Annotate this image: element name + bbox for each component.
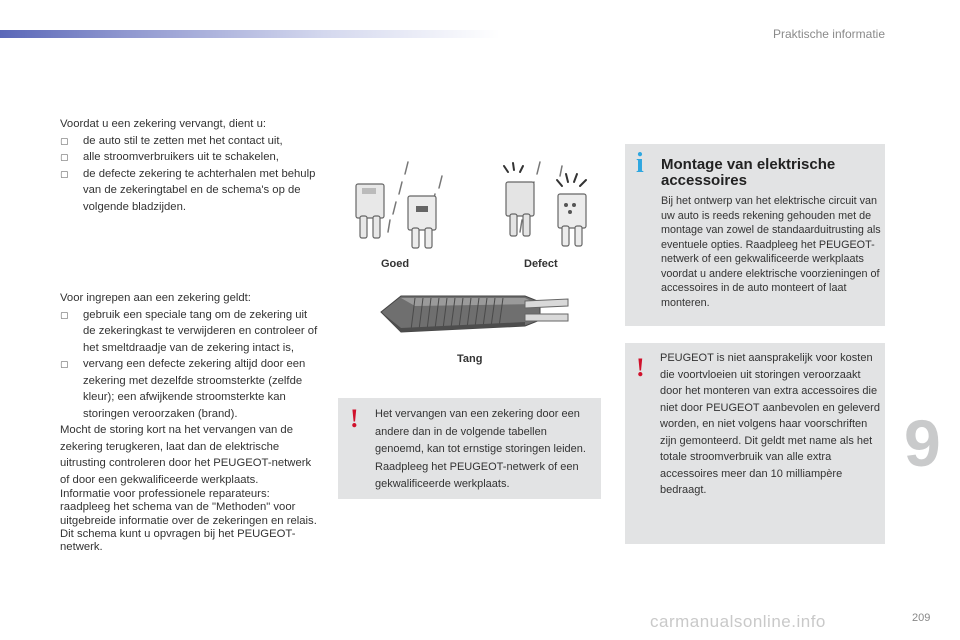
section-title: Praktische informatie — [772, 27, 885, 41]
fuse-handling-instructions — [60, 290, 318, 554]
list-item: ▢ vervang een defecte zekering altijd door een zekering met dezelfde stroomsterkte (zelfde kleur); een afwijkende stroomsterkte kan storingen veroorzaken (brand). — [60, 356, 318, 422]
warning-text: Het vervangen van een zekering door een andere dan in de volgende tabellen genoemd, kan tot ernstige storingen leiden. Raadpleeg het PEUGEOT-netwerk of een gekwalificeerde werkplaats. — [375, 408, 586, 490]
paragraph: Mocht de storing kort na het vervangen van de zekering terugkeren, laat dan de elektrische uitrusting controleren door het PEUGEOT-netwerk of door een gekwalificeerde werkplaats. — [60, 424, 312, 486]
defect-fuse-label: Defect — [524, 258, 558, 270]
fuse-warning-box — [338, 398, 601, 499]
info-icon: i — [636, 148, 644, 179]
info-box-title: Montage van elektrische accessoires — [661, 156, 836, 189]
fuse-replacement-preconditions — [60, 116, 318, 215]
list-item: ▢ de auto stil te zetten met het contact uit, — [60, 133, 318, 150]
fuse-puller-illustration — [375, 284, 575, 346]
fuse-defect-illustration — [500, 160, 600, 252]
fuse-good-illustration — [350, 160, 450, 252]
intro-text: Voor ingrepen aan een zekering geldt: — [60, 292, 251, 304]
warning-text: PEUGEOT is niet aansprakelijk voor kosten die voortvloeien uit storingen veroorzaakt door het monteren van extra accessoires die niet door PEUGEOT aanbevolen en geleverd worden, en niet volgens haar voorschriften zijn gemonteerd. Dit geldt met name als het totale stroomverbruik van alle extra accessoires meer dan 10 milliampère bedraagt. — [660, 352, 880, 496]
exclamation-icon: ! — [636, 353, 645, 382]
page-number: 209 — [912, 612, 931, 624]
tang-label: Tang — [457, 353, 483, 365]
list-item: ▢ gebruik een speciale tang om de zekering uit de zekeringkast te verwijderen en controleer of het smeltdraadje van de zekering intact is, — [60, 307, 318, 357]
accessories-info-box — [625, 144, 885, 326]
header-gradient-bar — [0, 30, 500, 38]
good-fuse-label: Goed — [381, 258, 410, 270]
list-item: ▢ de defecte zekering te achterhalen met behulp van de zekeringtabel en de schema's op de volgende bladzijden. — [60, 166, 318, 216]
list-item: ▢ alle stroomverbruikers uit te schakelen, — [60, 149, 318, 166]
liability-warning-box — [625, 343, 885, 544]
chapter-number: 9 — [904, 406, 941, 480]
paragraph: Informatie voor professionele reparateurs: raadpleeg het schema van de "Methoden" voor uitgebreide informatie over de zekeringen en relais. Dit schema kunt u opvragen bij het PEUGEOT-netwerk. — [60, 488, 317, 554]
watermark: carmanualsonline.info — [650, 612, 826, 631]
intro-text: Voordat u een zekering vervangt, dient u: — [60, 118, 266, 130]
info-box-text: Bij het ontwerp van het elektrische circuit van uw auto is reeds rekening gehouden met de montage van zowel de standaarduitrusting als eventuele opties. Raadpleeg het PEUGEOT-netwerk of een gekwalificeerde werkplaats voordat u andere elektrische voorzieningen of accessoires in de auto monteert of laat monteren. — [661, 195, 881, 309]
exclamation-icon: ! — [350, 404, 359, 433]
